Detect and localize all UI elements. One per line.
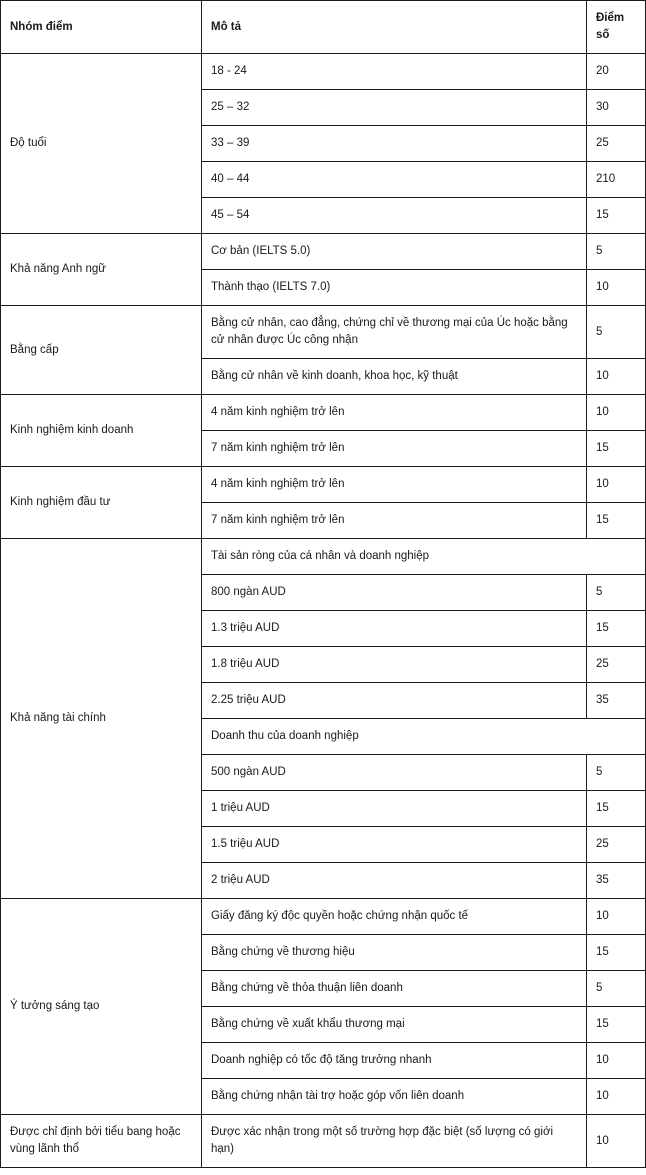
- header-score: Điểm số: [587, 1, 646, 54]
- subheader-revenue: Doanh thu của doanh nghiệp: [202, 719, 646, 755]
- table-row: [1, 234, 646, 270]
- row-desc: 500 ngàn AUD: [202, 755, 587, 791]
- row-desc: 33 – 39: [202, 126, 587, 162]
- row-desc: 40 – 44: [202, 162, 587, 198]
- row-desc: 2.25 triệu AUD: [202, 683, 587, 719]
- row-desc: 4 năm kinh nghiệm trở lên: [202, 467, 587, 503]
- row-score: 10: [587, 1043, 646, 1079]
- row-score: 5: [587, 234, 646, 270]
- row-desc: 7 năm kinh nghiệm trở lên: [202, 431, 587, 467]
- row-score: 25: [587, 827, 646, 863]
- row-desc: Được xác nhận trong một số trường hợp đặc biệt (số lượng có giới hạn): [202, 1115, 587, 1168]
- row-desc: Giấy đăng ký độc quyền hoặc chứng nhận quốc tế: [202, 899, 587, 935]
- table-row: [1, 54, 646, 90]
- row-desc: 1.5 triệu AUD: [202, 827, 587, 863]
- row-desc: 2 triệu AUD: [202, 863, 587, 899]
- row-score: 10: [587, 899, 646, 935]
- row-desc: Bằng cử nhân, cao đẳng, chứng chỉ về thương mại của Úc hoặc bằng cử nhân được Úc công nhận: [202, 306, 587, 359]
- header-desc: Mô tả: [202, 1, 587, 54]
- group-nominated: Được chỉ định bởi tiểu bang hoặc vùng lãnh thổ: [1, 1115, 202, 1168]
- group-degree: Bằng cấp: [1, 306, 202, 395]
- row-desc: 1 triệu AUD: [202, 791, 587, 827]
- table-row: [1, 539, 646, 575]
- group-business-exp: Kinh nghiệm kinh doanh: [1, 395, 202, 467]
- row-desc: Bằng chứng về thỏa thuận liên doanh: [202, 971, 587, 1007]
- group-finance: Khả năng tài chính: [1, 539, 202, 899]
- row-score: 15: [587, 503, 646, 539]
- group-age: Độ tuổi: [1, 54, 202, 234]
- header-row: [1, 1, 646, 54]
- row-score: 10: [587, 359, 646, 395]
- row-desc: 18 - 24: [202, 54, 587, 90]
- row-desc: 7 năm kinh nghiệm trở lên: [202, 503, 587, 539]
- row-score: 15: [587, 611, 646, 647]
- group-english: Khả năng Anh ngữ: [1, 234, 202, 306]
- row-desc: Cơ bản (IELTS 5.0): [202, 234, 587, 270]
- row-score: 5: [587, 755, 646, 791]
- row-desc: 25 – 32: [202, 90, 587, 126]
- row-score: 35: [587, 683, 646, 719]
- row-desc: 1.3 triệu AUD: [202, 611, 587, 647]
- group-innovation: Ý tưởng sáng tạo: [1, 899, 202, 1115]
- row-score: 15: [587, 1007, 646, 1043]
- table-row: [1, 1115, 646, 1168]
- row-score: 5: [587, 971, 646, 1007]
- row-desc: Bằng cử nhân về kinh doanh, khoa học, kỹ thuật: [202, 359, 587, 395]
- row-desc: 800 ngàn AUD: [202, 575, 587, 611]
- row-desc: 4 năm kinh nghiệm trở lên: [202, 395, 587, 431]
- table-row: [1, 899, 646, 935]
- row-desc: Doanh nghiệp có tốc độ tăng trưởng nhanh: [202, 1043, 587, 1079]
- row-score: 25: [587, 647, 646, 683]
- row-score: 10: [587, 395, 646, 431]
- header-group: Nhóm điểm: [1, 1, 202, 54]
- row-desc: Thành thạo (IELTS 7.0): [202, 270, 587, 306]
- row-score: 15: [587, 431, 646, 467]
- row-score: 35: [587, 863, 646, 899]
- row-desc: Bằng chứng nhận tài trợ hoặc góp vốn liên doanh: [202, 1079, 587, 1115]
- row-score: 5: [587, 306, 646, 359]
- row-score: 5: [587, 575, 646, 611]
- row-score: 15: [587, 791, 646, 827]
- table-row: [1, 467, 646, 503]
- table-row: [1, 306, 646, 359]
- row-score: 15: [587, 198, 646, 234]
- row-score: 15: [587, 935, 646, 971]
- table-row: [1, 395, 646, 431]
- row-score: 30: [587, 90, 646, 126]
- row-score: 10: [587, 270, 646, 306]
- row-desc: 1.8 triệu AUD: [202, 647, 587, 683]
- row-score: 10: [587, 1115, 646, 1168]
- group-invest-exp: Kinh nghiệm đầu tư: [1, 467, 202, 539]
- row-score: 20: [587, 54, 646, 90]
- row-desc: Bằng chứng về thương hiệu: [202, 935, 587, 971]
- row-desc: Bằng chứng về xuất khẩu thương mại: [202, 1007, 587, 1043]
- row-desc: 45 – 54: [202, 198, 587, 234]
- row-score: 210: [587, 162, 646, 198]
- row-score: 10: [587, 467, 646, 503]
- row-score: 10: [587, 1079, 646, 1115]
- row-score: 25: [587, 126, 646, 162]
- subheader-net-assets: Tài sản ròng của cá nhân và doanh nghiệp: [202, 539, 646, 575]
